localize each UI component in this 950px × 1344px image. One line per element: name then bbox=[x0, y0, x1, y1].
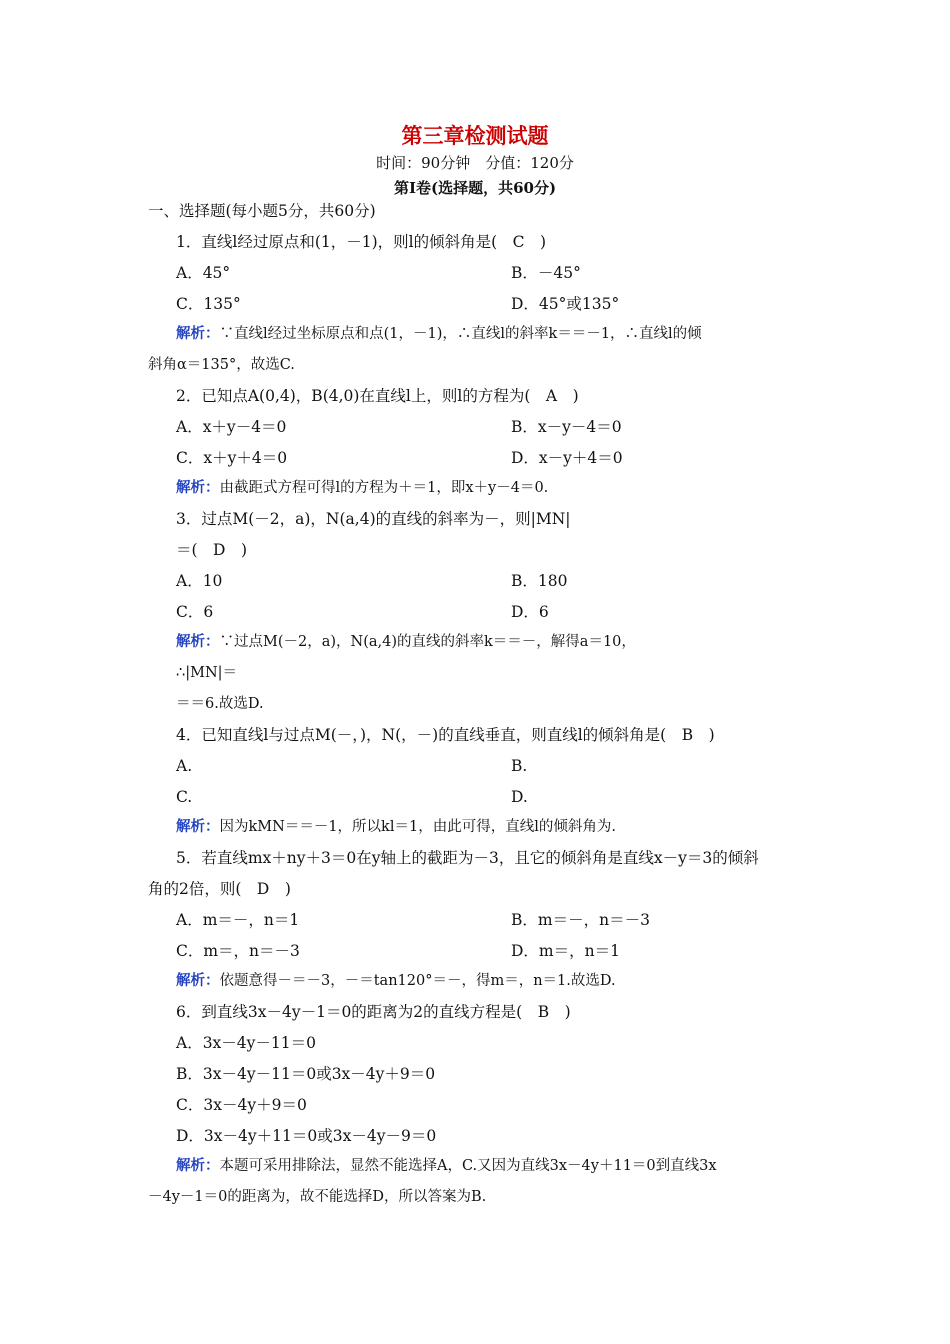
q3-option-b: B．180 bbox=[511, 572, 568, 590]
question-2-stem: 2．已知点A(0,4)，B(4,0)在直线l上，则l的方程为( A ) bbox=[176, 387, 579, 405]
q3-option-d: D．6 bbox=[511, 603, 549, 621]
q4-option-b: B. bbox=[511, 757, 528, 775]
part-heading: 第Ⅰ卷(选择题，共60分) bbox=[393, 179, 557, 197]
q5-analysis-text-1: 依题意得－＝－3，－＝tan120°＝－，得m＝，n＝1.故选D. bbox=[219, 973, 616, 989]
question-5-stem-2: 角的2倍，则( D ) bbox=[148, 880, 291, 898]
question-1-stem: 1．直线l经过原点和(1，－1)，则l的倾斜角是( C ) bbox=[176, 233, 547, 251]
question-5-stem: 5．若直线mx＋ny＋3＝0在y轴上的截距为－3，且它的倾斜角是直线x－y＝3的倾斜 bbox=[176, 849, 759, 867]
q2-option-d: D．x－y＋4＝0 bbox=[511, 449, 623, 467]
q6-option-d: D．3x－4y＋11＝0或3x－4y－9＝0 bbox=[176, 1127, 437, 1145]
question-6-stem: 6．到直线3x－4y－1＝0的距离为2的直线方程是( B ) bbox=[176, 1003, 571, 1021]
q3-option-a: A．10 bbox=[176, 572, 223, 590]
q2-option-b: B．x－y－4＝0 bbox=[511, 418, 622, 436]
q5-analysis bbox=[176, 971, 616, 991]
analysis-label: 解析： bbox=[176, 633, 220, 650]
question-3-stem: 3．过点M(－2，a)，N(a,4)的直线的斜率为－，则|MN| bbox=[176, 510, 571, 528]
q2-analysis bbox=[176, 478, 548, 498]
q5-option-a: A．m＝－，n＝1 bbox=[176, 911, 300, 929]
q1-analysis bbox=[176, 324, 702, 344]
q3-analysis-text-1: ∵过点M(－2，a)，N(a,4)的直线的斜率k＝＝－，解得a＝10， bbox=[219, 634, 636, 650]
q3-option-c: C．6 bbox=[176, 603, 214, 621]
q2-option-a: A．x＋y－4＝0 bbox=[176, 418, 287, 436]
q5-option-c: C．m＝，n＝－3 bbox=[176, 942, 300, 960]
section-heading: 一、选择题(每小题5分，共60分) bbox=[148, 202, 376, 220]
q1-option-d: D．45°或135° bbox=[511, 295, 620, 313]
q4-analysis-text-1: 因为kMN＝＝－1，所以kl＝1，由此可得，直线l的倾斜角为. bbox=[219, 819, 616, 835]
q2-option-c: C．x＋y＋4＝0 bbox=[176, 449, 288, 467]
q5-option-d: D．m＝，n＝1 bbox=[511, 942, 620, 960]
analysis-label: 解析： bbox=[176, 325, 220, 342]
exam-meta: 时间：90分钟 分值：120分 bbox=[376, 154, 574, 172]
q1-option-c: C．135° bbox=[176, 295, 241, 313]
q1-analysis-text-1: ∵直线l经过坐标原点和点(1，－1)，∴直线l的斜率k＝＝－1，∴直线l的倾 bbox=[219, 326, 702, 342]
q4-option-d: D. bbox=[511, 788, 528, 806]
analysis-label: 解析： bbox=[176, 818, 220, 835]
q6-option-c: C．3x－4y＋9＝0 bbox=[176, 1096, 307, 1114]
q6-analysis-text-1: 本题可采用排除法，显然不能选择A，C.又因为直线3x－4y＋11＝0到直线3x bbox=[219, 1158, 717, 1174]
q5-option-b: B．m＝－，n＝－3 bbox=[511, 911, 650, 929]
q1-analysis-text-2: 斜角α＝135°，故选C. bbox=[148, 357, 295, 373]
q6-option-a: A．3x－4y－11＝0 bbox=[176, 1034, 316, 1052]
q4-analysis bbox=[176, 817, 616, 837]
q6-option-b: B．3x－4y－11＝0或3x－4y＋9＝0 bbox=[176, 1065, 436, 1083]
q2-analysis-text-1: 由截距式方程可得l的方程为＋＝1，即x＋y－4＝0. bbox=[219, 480, 549, 496]
q1-option-b: B．－45° bbox=[511, 264, 581, 282]
q3-analysis bbox=[176, 632, 636, 652]
q4-option-a: A. bbox=[176, 757, 193, 775]
q6-analysis bbox=[176, 1156, 717, 1176]
question-3-stem-2: ＝( D ) bbox=[176, 541, 248, 559]
question-4-stem: 4．已知直线l与过点M(－，)，N(，－)的直线垂直，则直线l的倾斜角是( B ) bbox=[176, 726, 715, 744]
q3-analysis-text-2: ∴|MN|＝ bbox=[176, 665, 238, 681]
q6-analysis-text-2: －4y－1＝0的距离为，故不能选择D，所以答案为B. bbox=[148, 1189, 487, 1205]
q1-option-a: A．45° bbox=[176, 264, 231, 282]
q3-analysis-text-3: ＝＝6.故选D. bbox=[176, 696, 264, 712]
analysis-label: 解析： bbox=[176, 1157, 220, 1174]
analysis-label: 解析： bbox=[176, 479, 220, 496]
q4-option-c: C. bbox=[176, 788, 193, 806]
page-title: 第三章检测试题 bbox=[401, 123, 549, 148]
analysis-label: 解析： bbox=[176, 972, 220, 989]
